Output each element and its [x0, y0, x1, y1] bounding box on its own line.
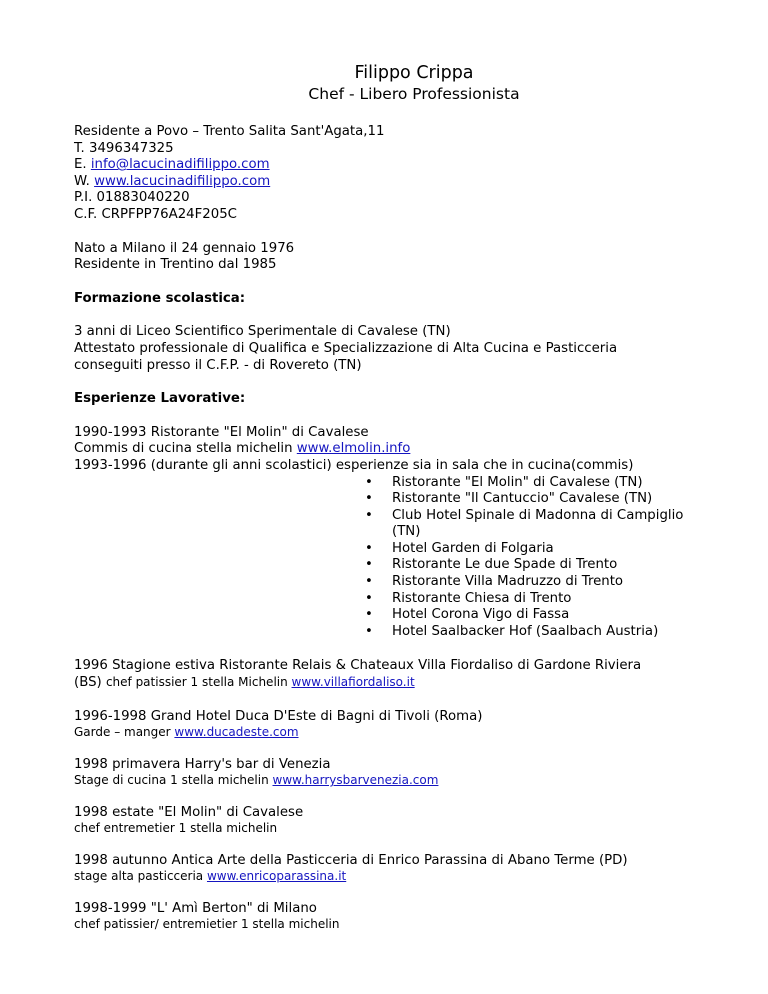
cv-header — [124, 62, 704, 104]
list-item: • Hotel Saalbacker Hof (Saalbach Austria) — [392, 624, 692, 641]
education-block — [74, 324, 704, 374]
experience-detail — [74, 725, 704, 739]
education-line: Attestato professionale di Qualifica e Specializzazione di Alta Cucina e Pasticceria — [74, 340, 618, 356]
email-prefix: E. — [74, 157, 91, 173]
experience-1998-harrys — [74, 756, 704, 787]
experience-detail-prefix: (BS) — [74, 675, 106, 691]
birth-line: Nato a Milano il 24 gennaio 1976 — [74, 240, 295, 256]
fiscal-code-line: C.F. CRPFPP76A24F205C — [74, 206, 237, 222]
experience-detail-text: Garde – manger — [74, 725, 175, 740]
experience-1998-parassina — [74, 852, 704, 883]
person-name: Filippo Crippa — [354, 63, 474, 83]
experience-1996-fiordaliso — [74, 657, 704, 691]
list-item: • Hotel Garden di Folgaria — [392, 541, 692, 558]
email-link[interactable]: info@lacucinadifilippo.com — [90, 157, 270, 173]
experience-detail: chef patissier/ entremietier 1 stella michelin — [74, 917, 340, 932]
vat-line: P.I. 01883040220 — [74, 190, 190, 206]
experience-1998-amiberton — [74, 900, 704, 931]
experience-detail — [74, 869, 704, 883]
list-item: • Hotel Corona Vigo di Fassa — [392, 607, 692, 624]
education-line: 3 anni di Liceo Scientifico Sperimentale di Cavalese (TN) — [74, 324, 451, 340]
parassina-link[interactable]: www.enricoparassina.it — [206, 869, 347, 884]
website-link[interactable]: www.lacucinadifilippo.com — [94, 173, 271, 189]
address-line: Residente a Povo – Trento Salita Sant'Agata,11 — [74, 124, 385, 139]
education-heading: Formazione scolastica: — [74, 290, 246, 306]
experience-heading: Esperienze Lavorative: — [74, 391, 246, 407]
list-item: • Ristorante Chiesa di Trento — [392, 591, 692, 608]
list-item: • Ristorante "Il Cantuccio" Cavalese (TN) — [392, 491, 692, 508]
experience-1998-elmolin — [74, 804, 704, 835]
experience-detail — [74, 674, 704, 691]
web-line — [74, 174, 704, 191]
experience-1996-ducadeste — [74, 708, 704, 739]
harrysbar-link[interactable]: www.harrysbarvenezia.com — [272, 773, 439, 788]
contact-block — [74, 124, 704, 224]
list-item: • Club Hotel Spinale di Madonna di Campiglio (TN) — [392, 508, 692, 541]
person-title: Chef - Libero Professionista — [308, 85, 520, 103]
experience-bullet-list — [74, 475, 704, 641]
cv-page — [74, 62, 704, 931]
experience-detail — [74, 773, 704, 787]
experience-detail-text: chef patissier 1 stella Michelin — [105, 675, 292, 690]
phone-line: T. 3496347325 — [74, 140, 174, 156]
experience-title: 1993-1996 (durante gli anni scolastici) esperienze sia in sala che in cucina(commis) — [74, 457, 634, 473]
experience-title: 1998-1999 "L' Amì Berton" di Milano — [74, 901, 317, 917]
experience-title: 1996 Stagione estiva Ristorante Relais & Chateaux Villa Fiordaliso di Gardone Riviera — [74, 658, 642, 674]
education-line: conseguiti presso il C.F.P. - di Rovereto (TN) — [74, 357, 362, 373]
experience-title: 1996-1998 Grand Hotel Duca D'Este di Bagni di Tivoli (Roma) — [74, 709, 483, 725]
experience-detail-text: stage alta pasticceria — [74, 869, 207, 884]
experience-detail-text: Commis di cucina stella michelin — [74, 441, 297, 457]
experience-1990 — [74, 425, 704, 475]
elmolin-link[interactable]: www.elmolin.info — [296, 441, 411, 457]
experience-detail: chef entremetier 1 stella michelin — [74, 821, 278, 836]
list-item: • Ristorante Villa Madruzzo di Trento — [392, 574, 692, 591]
web-prefix: W. — [74, 173, 95, 189]
list-item: • Ristorante Le due Spade di Trento — [392, 557, 692, 574]
experience-detail — [74, 441, 704, 458]
personal-block — [74, 241, 704, 274]
experience-title: 1998 autunno Antica Arte della Pasticceria di Enrico Parassina di Abano Terme (PD) — [74, 853, 628, 869]
experience-title: 1990-1993 Ristorante "El Molin" di Cavalese — [74, 424, 369, 440]
email-line — [74, 157, 704, 174]
experience-title: 1998 estate "El Molin" di Cavalese — [74, 805, 304, 821]
residence-line: Residente in Trentino dal 1985 — [74, 257, 277, 273]
ducadeste-link[interactable]: www.ducadeste.com — [174, 725, 299, 740]
experience-title: 1998 primavera Harry's bar di Venezia — [74, 757, 331, 773]
list-item: • Ristorante "El Molin" di Cavalese (TN) — [392, 475, 692, 492]
villafiordaliso-link[interactable]: www.villafiordaliso.it — [291, 675, 415, 690]
experience-detail-text: Stage di cucina 1 stella michelin — [74, 773, 273, 788]
